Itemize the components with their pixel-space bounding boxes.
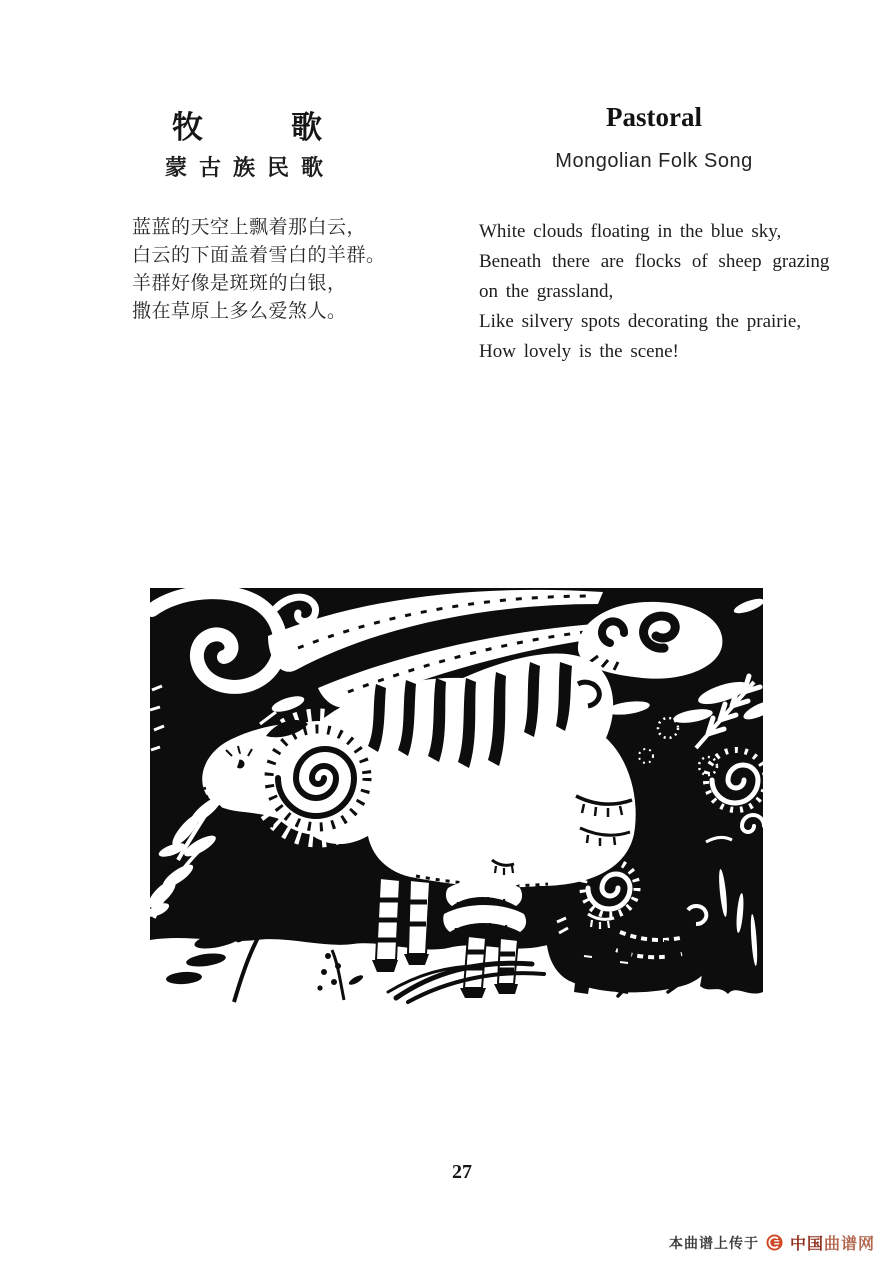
site-name	[790, 1231, 875, 1254]
site-watermark	[669, 1231, 875, 1254]
lyrics-chinese	[132, 214, 386, 326]
woodcut-illustration	[148, 588, 765, 1005]
song-title-english: Pastoral	[606, 102, 702, 132]
qupu-logo-icon	[766, 1234, 783, 1251]
page-number: 27	[452, 1161, 472, 1183]
upload-credit-text: 本曲谱上传于	[668, 1234, 759, 1251]
site-name-primary: 中国	[789, 1236, 824, 1253]
song-title-chinese: 牧歌	[172, 110, 410, 145]
lyrics-zh-line: 羊群好像是斑斑的白银，	[132, 273, 347, 294]
lyrics-zh-line: 撒在草原上多么爱煞人。	[132, 301, 347, 322]
lyrics-zh-line: 蓝蓝的天空上飘着那白云，	[132, 217, 367, 238]
lyrics-en-line: Like silvery spots decorating the prairie,	[479, 311, 802, 332]
lyrics-zh-line: 白云的下面盖着雪白的羊群。	[132, 245, 386, 266]
lyrics-en-line: Beneath there are flocks of sheep grazing	[479, 251, 830, 272]
lyrics-english	[479, 217, 829, 367]
lyrics-en-line: on the grassland,	[479, 281, 614, 302]
site-name-secondary: 曲谱网	[823, 1236, 875, 1253]
song-subtitle-chinese: 蒙古族民歌	[165, 155, 336, 180]
lyrics-en-line: White clouds floating in the blue sky,	[479, 221, 782, 242]
header-english	[478, 102, 830, 173]
lyrics-en-line: How lovely is the scene!	[479, 341, 679, 362]
song-subtitle-english: Mongolian Folk Song	[555, 150, 753, 172]
